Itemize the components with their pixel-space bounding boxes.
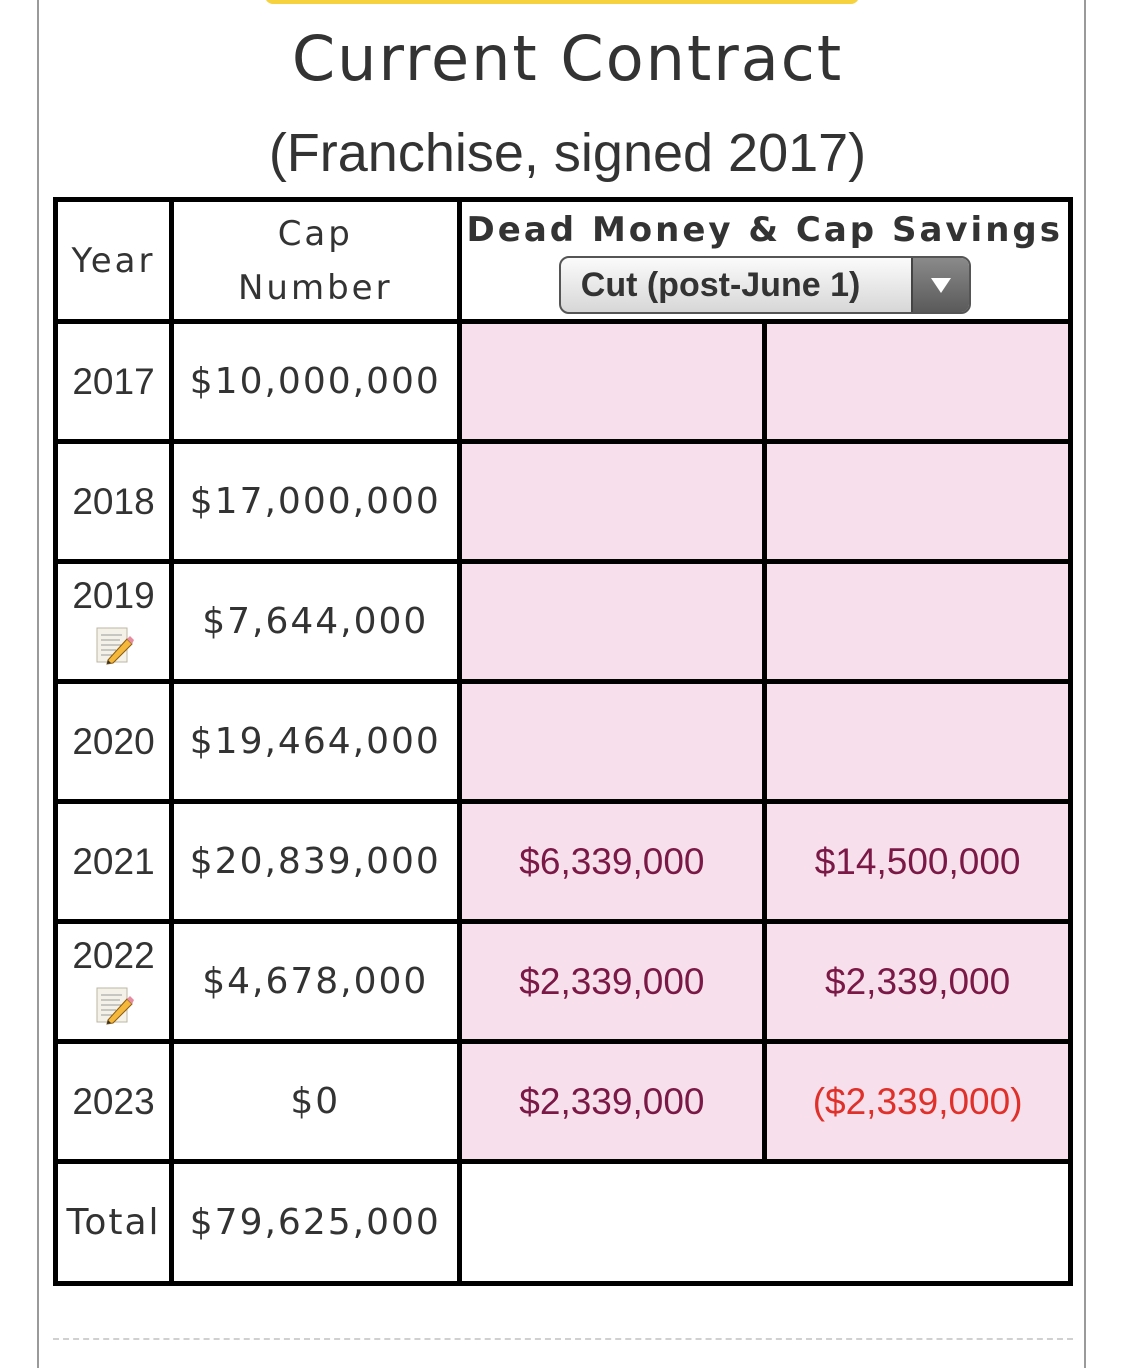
table-row (56, 322, 1071, 442)
dead-money-cell (459, 442, 765, 562)
chevron-down-icon[interactable] (911, 258, 969, 312)
year-cell (56, 922, 172, 1042)
contract-table (53, 197, 1073, 1286)
table-row (56, 802, 1071, 922)
year-cell (56, 562, 172, 682)
table-row (56, 1042, 1071, 1162)
table-row (56, 562, 1071, 682)
dead-money-cell (459, 322, 765, 442)
table-header-row (56, 200, 1071, 322)
dead-money-cell (459, 682, 765, 802)
scenario-select-value: Cut (post-June 1) (580, 266, 861, 304)
year-text: 2019 (72, 575, 155, 616)
total-cap-cell: $79,625,000 (172, 1162, 460, 1284)
memo-note-icon[interactable] (94, 986, 134, 1026)
year-cell: 2020 (56, 682, 172, 802)
cap-number-header (172, 200, 460, 322)
dead-money-cell: $6,339,000 (459, 802, 765, 922)
total-empty-cell (459, 1162, 1070, 1284)
scenario-select[interactable] (559, 256, 971, 314)
contract-subtitle: (Franchise, signed 2017) (268, 123, 867, 183)
dead-money-title: Dead Money & Cap Savings (466, 210, 1063, 250)
dead-money-cell (459, 562, 765, 682)
memo-note-icon[interactable] (94, 626, 134, 666)
cap-savings-cell (765, 442, 1071, 562)
year-cell: 2021 (56, 802, 172, 922)
cap-number-cell: $20,839,000 (172, 802, 460, 922)
cap-savings-cell (765, 562, 1071, 682)
year-cell: 2017 (56, 322, 172, 442)
table-row (56, 442, 1071, 562)
cap-savings-cell: $2,339,000 (765, 922, 1071, 1042)
frame-right-border (1084, 0, 1086, 1368)
frame-left-border (37, 0, 39, 1368)
cap-number-cell: $7,644,000 (172, 562, 460, 682)
dead-money-cell: $2,339,000 (459, 1042, 765, 1162)
cap-number-cell: $19,464,000 (172, 682, 460, 802)
cap-savings-cell (765, 322, 1071, 442)
total-row (56, 1162, 1071, 1284)
total-label: Total (56, 1162, 172, 1284)
dead-money-header (459, 200, 1070, 322)
cap-number-cell: $10,000,000 (172, 322, 460, 442)
section-divider (53, 1338, 1073, 1340)
cap-savings-cell (765, 682, 1071, 802)
table-row (56, 682, 1071, 802)
year-text: 2022 (72, 935, 155, 976)
year-header: Year (56, 200, 172, 322)
cap-savings-cell: $14,500,000 (765, 802, 1071, 922)
page-title: Current Contract (291, 22, 844, 95)
dead-money-cell: $2,339,000 (459, 922, 765, 1042)
cap-number-cell: $4,678,000 (172, 922, 460, 1042)
cap-savings-cell: ($2,339,000) (765, 1042, 1071, 1162)
cap-number-cell: $0 (172, 1042, 460, 1162)
cap-header-line1: Cap (277, 213, 353, 254)
table-row (56, 922, 1071, 1042)
cap-number-cell: $17,000,000 (172, 442, 460, 562)
year-cell: 2018 (56, 442, 172, 562)
cap-header-line2: Number (237, 267, 393, 308)
highlight-tab (265, 0, 859, 4)
year-cell: 2023 (56, 1042, 172, 1162)
